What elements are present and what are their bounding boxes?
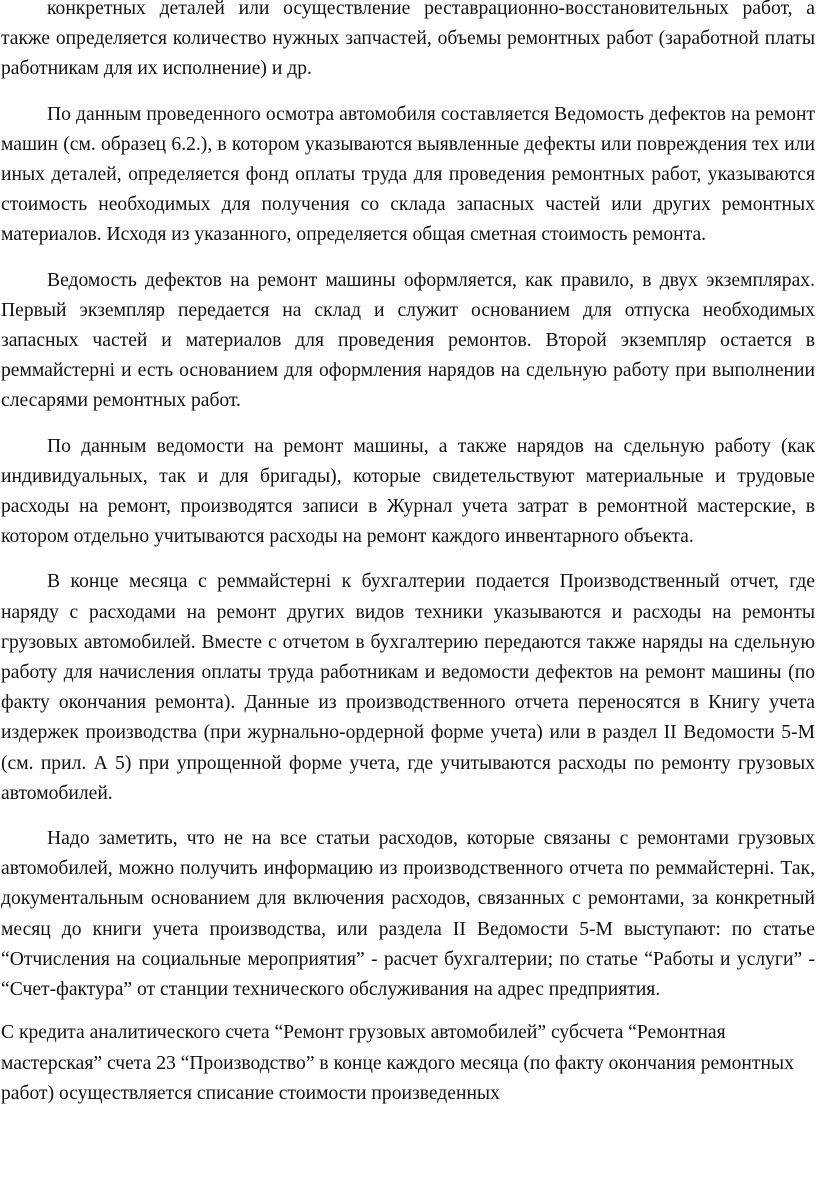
paragraph-continuation: конкретных деталей или осуществление реставрационно-восстановительных работ, а также определяется количество нужных запчастей, объемы ремонтных работ (заработной платы работникам для их исполнение) и др. — [1, 0, 815, 80]
paragraph-production-report: В конце месяца с реммайстерні к бухгалтерии подается Производственный отчет, где наряду с расходами на ремонт других видов техники указываются и расходы на ремонты грузовых автомобилей. Вместе с отчетом в бухгалтерию передаются также наряды на сдельную работу для начисления оплаты труда работникам и ведомости дефектов на ремонт машины (по факту окончания ремонта). Данные из производственного отчета переносятся в Книгу учета издержек производства (при журнально-ордерной форме учета) или в раздел II Ведомости 5-М (см. прил. А 5) при упрощенной форме учета, где учитываются расходы по ремонту грузовых автомобилей. — [1, 571, 815, 804]
paragraph-cost-journal: По данным ведомости на ремонт машины, а также нарядов на сдельную работу (как индивидуальных, так и для бригады), которые свидетельствуют материальные и трудовые расходы на ремонт, производятся записи в Журнал учета затрат в ремонтной мастерские, в котором отдельно учитываются расходы на ремонт каждого инвентарного объекта. — [1, 435, 815, 548]
paragraph-cost-items: Надо заметить, что не на все статьи расходов, которые связаны с ремонтами грузовых автомобилей, можно получить информацию из производственного отчета по реммайстерні. Так, документальным основанием для включения расходов, связанных с ремонтами, за конкретный месяц до книги учета производства, или раздела II Ведомости 5-М выступают: по статье “Отчисления на социальные мероприятия” - расчет бухгалтерии; по статье “Работы и услуги” - “Счет-фактура” от станции технического обслуживания на адрес предприятия. — [1, 828, 815, 1001]
paragraph-copies: Ведомость дефектов на ремонт машины оформляется, как правило, в двух экземплярах. Первый экземпляр передается на склад и служит основанием для отпуска необходимых запасных частей и материалов для проведения ремонтов. Второй экземпляр остается в реммайстерні и есть основанием для оформления нарядов на сдельную работу при выполнении слесарями ремонтных работ. — [1, 269, 815, 412]
paragraph-defect-statement: По данным проведенного осмотра автомобиля составляется Ведомость дефектов на ремонт машин (см. образец 6.2.), в котором указываются выявленные дефекты или повреждения тех или иных деталей, определяется фонд оплаты труда для проведения ремонтных работ, указываются стоимость необходимых для получения со склада запасных частей или других ремонтных материалов. Исходя из указанного, определяется общая сметная стоимость ремонта. — [1, 103, 815, 246]
paragraph-credit-writeoff: С кредита аналитического счета “Ремонт грузовых автомобилей” субсчета “Ремонтная мастерская” счета 23 “Производство” в конце каждого месяца (по факту окончания ремонтных работ) осуществляется списание стоимости произведенных — [1, 1022, 794, 1104]
